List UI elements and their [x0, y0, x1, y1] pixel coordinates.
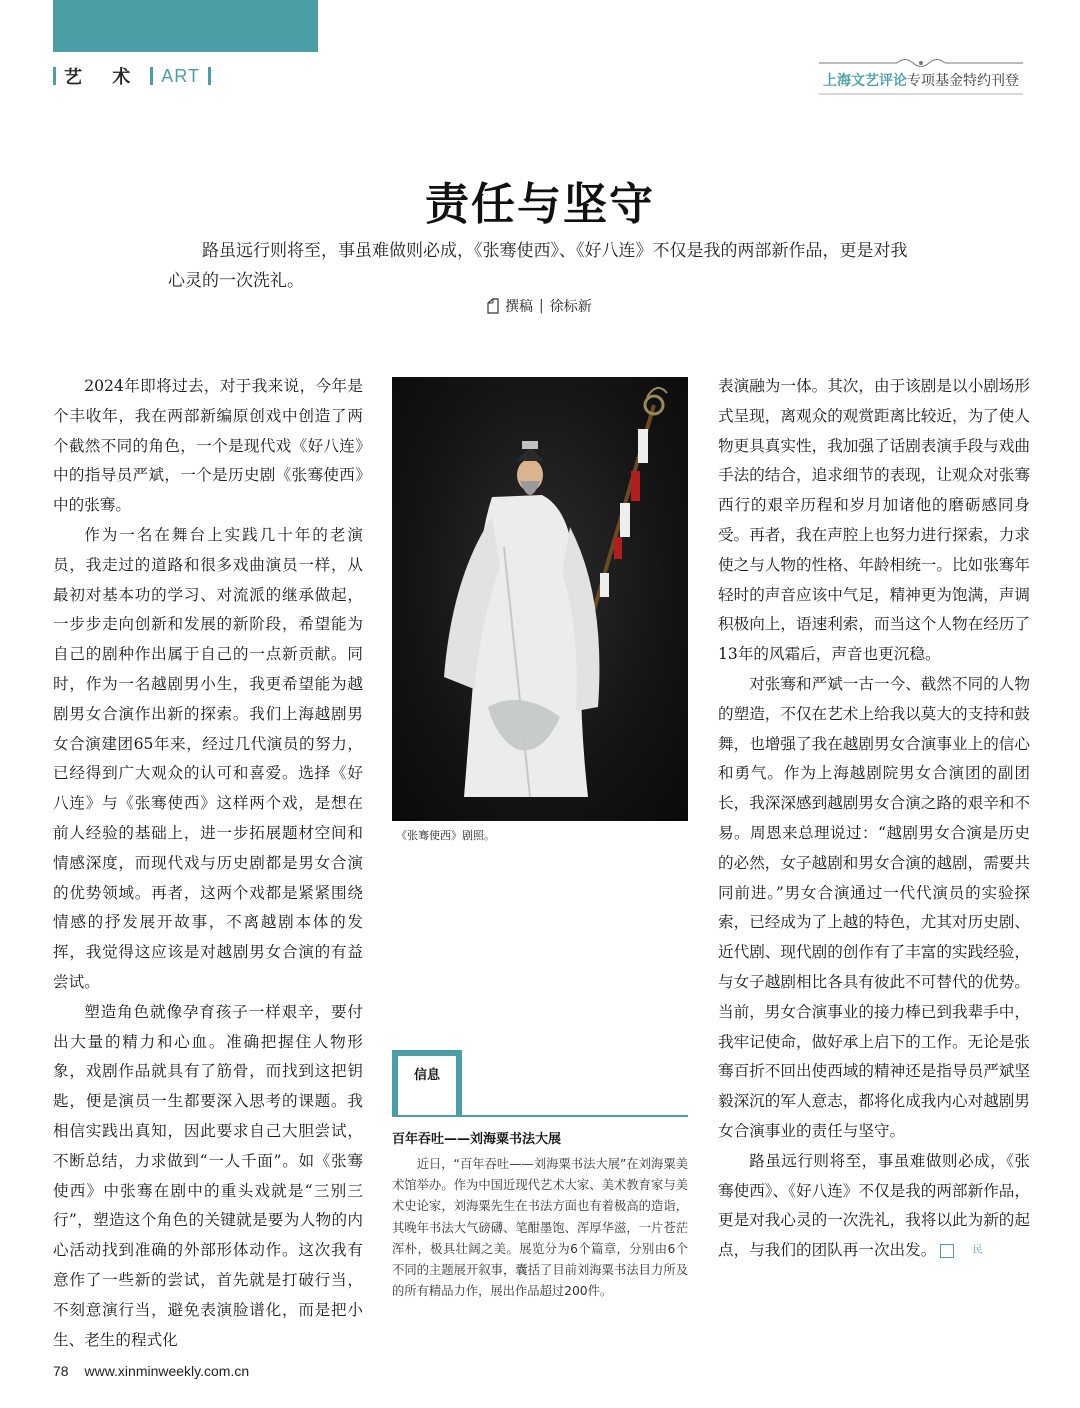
page-footer — [53, 1363, 249, 1379]
info-body: 近日，“百年吞吐——刘海粟书法大展”在刘海粟美术馆举办。作为中国近现代艺术大家、美术教育家与美术史论家，刘海粟先生在书法方面也有着极高的造诣，其晚年书法大气磅礴、笔酣墨饱、浑厚华滋，一片苍茫浑朴，极具壮阔之美。展览分为6个篇章，分别由6个不同的主题展开叙事，囊括了目前刘海粟书法目力所及的所有精品力作，展出作品超过200件。 — [392, 1157, 688, 1299]
info-tag — [392, 1050, 462, 1116]
sponsor-credit — [815, 52, 1027, 98]
performer-illustration — [392, 377, 688, 821]
photo-caption: 《张骞使西》剧照。 — [396, 829, 495, 842]
info-tag-label: 信息 — [413, 1068, 440, 1083]
byline-author: 徐标新 — [549, 299, 592, 315]
end-mark-icon: 民 — [940, 1244, 954, 1258]
article-column-left — [53, 372, 363, 1355]
paragraph: 对张骞和严斌一古一今、截然不同的人物的塑造，不仅在艺术上给我以莫大的支持和鼓舞，也增强了我在越剧男女合演事业上的信心和勇气。作为上海越剧院男女合演团的副团长，我深深感到越剧男女合演之路的艰辛和不易。周恩来总理说过：“越剧男女合演是历史的必然，女子越剧和男女合演的越剧，需要共同前进。”男女合演通过一代代演员的实验探索，已经成为了上越的特色，尤其对历史剧、近代剧、现代剧的创作有了丰富的实践经验，与女子越剧相比各具有彼此不可替代的优势。当前，男女合演事业的接力棒已到我辈手中，我牢记使命，做好承上启下的工作。无论是张骞百折不回出使西域的精神还是指导员严斌坚毅深沉的军人意志，都将化成我内心对越剧男女合演事业的责任与坚守。 — [718, 674, 1030, 1140]
section-name-cn: 艺 术 — [64, 67, 143, 88]
article-title: 责任与坚守 — [425, 179, 655, 230]
paragraph-text: 路虽远行则将至，事虽难做则必成，《张骞使西》、《好八连》不仅是我的两部新作品，更是对我心灵的一次洗礼，我将以此为新的起点，与我们的团队再一次出发。 — [718, 1151, 1030, 1260]
stage-photo — [392, 377, 688, 821]
paragraph: 2024年即将过去，对于我来说，今年是个丰收年，我在两部新编原创戏中创造了两个截然不同的角色，一个是现代戏《好八连》中的指导员严斌，一个是历史剧《张骞使西》中的张骞。 — [53, 377, 363, 515]
info-divider — [392, 1115, 688, 1117]
page-number: 78 — [53, 1363, 69, 1379]
website-url: www.xinminweekly.com.cn — [84, 1363, 250, 1379]
section-divider — [150, 67, 153, 85]
byline-separator: | — [539, 298, 544, 314]
byline — [486, 296, 592, 316]
section-divider — [208, 67, 211, 85]
paragraph: 作为一名在舞台上实践几十年的老演员，我走过的道路和很多戏曲演员一样，从最初对基本功的学习、对流派的继承做起，一步步走向创新和发展的新阶段，希望能为自己的剧种作出属于自己的一点新贡献。同时，作为一名越剧男小生，我更希望能为越剧男女合演作出新的探索。我们上海越剧男女合演建团65年来，经过几代演员的努力，已经得到广大观众的认可和喜爱。选择《好八连》与《张骞使西》这样两个戏，是想在前人经验的基础上，进一步拓展题材空间和情感深度，而现代戏与历史剧都是男女合演的优势领域。再者，这两个戏都是紧紧围绕情感的抒发展开故事，不离越剧本体的发挥，我觉得这应该是对越剧男女合演的有益尝试。 — [53, 525, 363, 991]
byline-label: 撰稿 — [505, 299, 533, 315]
paragraph — [718, 1147, 1030, 1266]
section-name-en: ART — [161, 65, 200, 86]
sponsor-rest: 专项基金特约刊登 — [907, 73, 1019, 89]
pen-icon — [486, 298, 500, 314]
paragraph: 塑造角色就像孕育孩子一样艰辛，要付出大量的精力和心血。准确把握住人物形象，戏剧作品就具有了筋骨，而找到这把钥匙，便是演员一生都要深入思考的课题。我相信实践出真知，因此要求自己大胆尝试，不断总结，力求做到“一人千面”。如《张骞使西》中张骞在剧中的重头戏就是“三别三行”，塑造这个角色的关键就是要为人物的内心活动找到准确的外部形体动作。这次我有意作了一些新的尝试，首先就是打破行当，不刻意演行当，避免表演脸谱化，而是把小生、老生的程式化 — [53, 1002, 363, 1349]
sponsor-highlight: 上海文艺评论 — [823, 73, 907, 89]
info-title: 百年吞吐——刘海粟书法大展 — [392, 1132, 562, 1147]
header-accent-bar — [53, 0, 318, 52]
article-lede: 路虽远行则将至，事虽难做则必成，《张骞使西》、《好八连》不仅是我的两部新作品，更是对我心灵的一次洗礼。 — [168, 241, 908, 291]
section-divider — [53, 67, 56, 85]
section-label — [53, 64, 219, 88]
paragraph: 表演融为一体。其次，由于该剧是以小剧场形式呈现，离观众的观赏距离比较近，为了使人物更具真实性，我加强了话剧表演手段与戏曲手法的结合，追求细节的表现，让观众对张骞西行的艰辛历程和岁月加诸他的磨砺感同身受。再者，我在声腔上也努力进行探索，力求使之与人物的性格、年龄相统一。比如张骞年轻时的声音应该中气足，精神更为饱满，声调积极向上，语速利索，而当这个人物在经历了13年的风霜后，声音也更沉稳。 — [718, 377, 1030, 664]
article-column-right — [718, 372, 1030, 1266]
